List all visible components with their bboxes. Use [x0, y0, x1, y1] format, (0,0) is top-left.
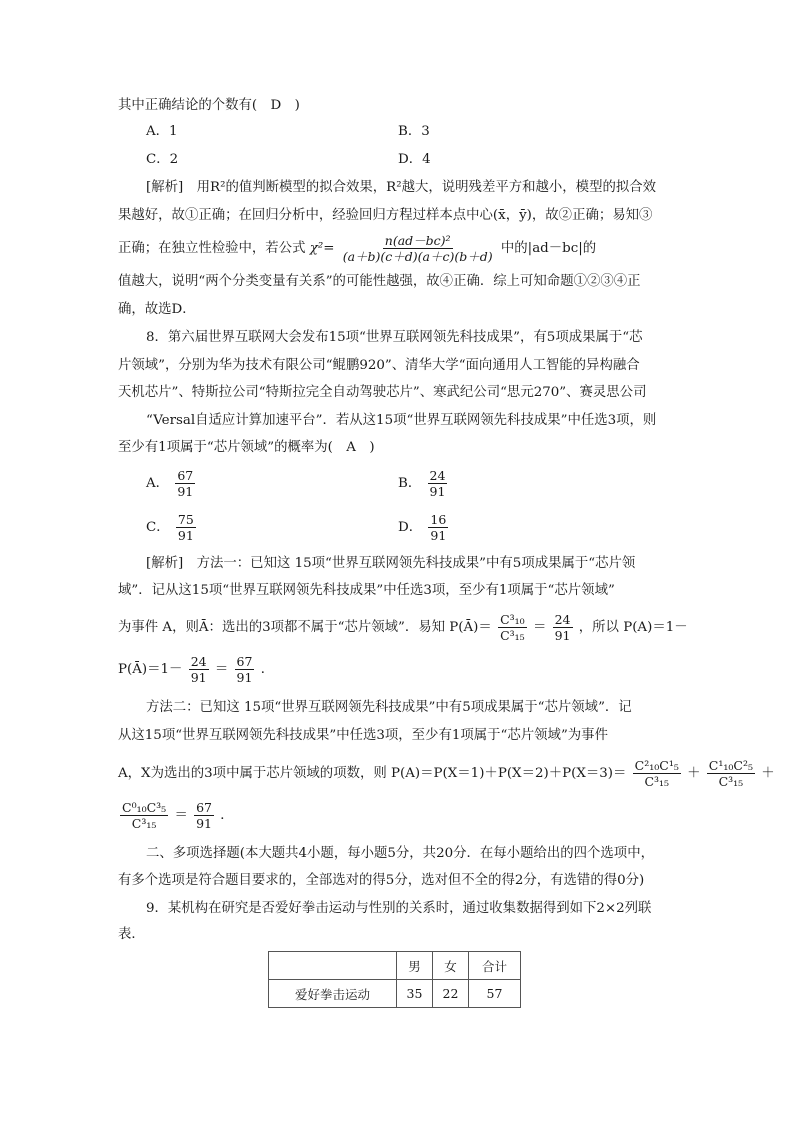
table-cell: 57	[469, 980, 521, 1008]
q7-analysis-line-3b: 中的|ad－bc|的	[500, 241, 597, 256]
q8-option-a-fraction: $\frac{67}{91}$	[177, 468, 194, 499]
chi-numerator: n(ad－bc)²	[384, 233, 451, 248]
table-header-cell: 女	[433, 952, 469, 980]
q8-option-d-label: D．	[398, 520, 423, 535]
q8-method1-line-2: 域”．记从这15项“世界互联网领先科技成果”中任选3项，至少有1项属于“芯片领域”	[118, 583, 615, 598]
table-cell: 爱好拳击运动	[269, 980, 397, 1008]
q8-method2-line-1: 方法二：已知这 15项“世界互联网领先科技成果”中有5项成果属于“芯片领域”．记	[146, 700, 632, 715]
q8-method1-line-3b: ，所以 P(A)＝1－	[578, 620, 688, 635]
q8-method2-fraction-4: $\frac{67}{91}$	[196, 800, 213, 831]
q7-analysis-line-3a: 正确；在独立性检验中，若公式	[118, 241, 306, 256]
table-header-row	[269, 952, 521, 980]
q8-method2-fraction-2: $\frac{\text{C¹₁₀C²₅}}{\text{C³₁₅}}$	[708, 758, 753, 789]
q8-method1-period: ．	[260, 662, 275, 677]
q8-method1-line-4	[118, 652, 274, 688]
q8-option-b-fraction: $\frac{24}{91}$	[429, 468, 446, 499]
section2-line-2: 有多个选项是符合题目要求的，全部选对的得5分，选对但不全的得2分，有选错的得0分)	[118, 873, 645, 888]
q7-option-b: B．3	[398, 124, 430, 139]
q7-option-a: A．1	[146, 124, 178, 139]
q8-method2-line-2: 从这15项“世界互联网领先科技成果”中任选3项，至少有1项属于“芯片领域”为事件	[118, 728, 608, 743]
q8-line-5: 至少有1项属于“芯片领域”的概率为( A )	[118, 440, 375, 455]
q8-option-c-label: C．	[146, 520, 170, 535]
q8-option-a	[146, 466, 197, 502]
q8-line-3: 天机芯片”、特斯拉公司“特斯拉完全自动驾驶芯片”、寒武纪公司“思元270”、赛灵思公司	[118, 385, 647, 400]
q7-option-c: C．2	[146, 152, 179, 167]
q8-method1-line-3	[118, 610, 688, 646]
q8-line-2: 片领域”，分别为华为技术有限公司“鲲鹏920”、清华大学“面向通用人工智能的异构融合	[118, 358, 640, 373]
q8-method1-fraction-2: $\frac{24}{91}$	[554, 612, 571, 643]
q7-analysis-line-2: 果越好，故①正确；在回归分析中，经验回归方程过样本点中心(x̄，ȳ)，故②正确；易知③	[118, 208, 653, 223]
q8-option-c	[146, 510, 198, 546]
q8-method2-line-3	[118, 756, 775, 792]
q8-option-a-label: A．	[146, 476, 170, 491]
q8-method2-line-3a: A，X为选出的3项中属于芯片领域的项数，则 P(A)＝P(X＝1)＋P(X＝2)＋P(X＝3)＝	[118, 766, 627, 781]
q7-stem: 其中正确结论的个数有( D )	[118, 98, 300, 113]
q7-analysis-line-1: [解析] 用R²的值判断模型的拟合效果，R²越大，说明残差平方和越小，模型的拟合效	[146, 180, 657, 195]
q9-line-2: 表．	[118, 927, 145, 942]
q8-method2-fraction-1: $\frac{\text{C²₁₀C¹₅}}{\text{C³₁₅}}$	[634, 758, 679, 789]
q8-method2-period: ．	[220, 808, 234, 823]
q8-method1-line-1: [解析] 方法一：已知这 15项“世界互联网领先科技成果”中有5项成果属于“芯片领	[146, 556, 636, 571]
q8-option-b-label: B．	[398, 476, 422, 491]
q8-method1-fraction-3: $\frac{24}{91}$	[190, 654, 207, 685]
q8-method2-plus-1: ＋	[687, 766, 701, 781]
q7-option-d: D．4	[398, 152, 431, 167]
q8-method1-line-3a: 为事件 A，则Ā：选出的3项都不属于“芯片领域”．易知 P(Ā)＝	[118, 620, 492, 635]
q8-method1-comb-fraction: $\frac{\text{C³₁₀}}{\text{C³₁₅}}$	[500, 612, 525, 643]
q8-option-c-fraction: $\frac{75}{91}$	[177, 512, 194, 543]
q7-analysis-line-4: 值越大，说明“两个分类变量有关系”的可能性越强，故④正确．综上可知命题①②③④正	[118, 274, 641, 289]
q7-analysis-line-5: 确，故选D．	[118, 302, 196, 317]
contingency-table	[268, 951, 521, 1008]
q8-option-b	[398, 466, 449, 502]
q8-method1-fraction-4: $\frac{67}{91}$	[236, 654, 253, 685]
q8-method1-equals: ＝	[532, 620, 547, 635]
table-cell: 35	[397, 980, 433, 1008]
table-header-cell: 合计	[469, 952, 521, 980]
q8-method2-plus-2: ＋	[761, 766, 775, 781]
q8-option-d-fraction: $\frac{16}{91}$	[430, 512, 447, 543]
q8-option-d	[398, 510, 450, 546]
q8-method2-fraction-3: $\frac{\text{C⁰₁₀C³₅}}{\text{C³₁₅}}$	[122, 800, 167, 831]
table-row	[269, 980, 521, 1008]
q8-method2-line-4	[118, 798, 234, 834]
section2-line-1: 二、多项选择题(本大题共4小题，每小题5分，共20分．在每小题给出的四个选项中，	[146, 846, 654, 861]
q8-method1-line-4a: P(Ā)＝1－	[118, 662, 183, 677]
q8-method1-equals-2: ＝	[214, 662, 229, 677]
table-cell: 22	[433, 980, 469, 1008]
q8-method2-equals: ＝	[174, 808, 188, 823]
q8-line-4: “Versal自适应计算加速平台”．若从这15项“世界互联网领先科技成果”中任选3项，则	[146, 413, 657, 428]
chi-denominator: (a＋b)(c＋d)(a＋c)(b＋d)	[342, 249, 493, 264]
q7-analysis-line-3	[118, 232, 596, 266]
q9-line-1: 9．某机构在研究是否爱好拳击运动与性别的关系时，通过收集数据得到如下2×2列联	[146, 901, 652, 916]
table-header-cell: 男	[397, 952, 433, 980]
q8-line-1: 8．第六届世界互联网大会发布15项“世界互联网领先科技成果”，有5项成果属于“芯	[146, 330, 643, 345]
chi-square-formula	[341, 233, 495, 264]
chi-square-symbol: χ²=	[309, 241, 335, 256]
table-header-cell	[269, 952, 397, 980]
